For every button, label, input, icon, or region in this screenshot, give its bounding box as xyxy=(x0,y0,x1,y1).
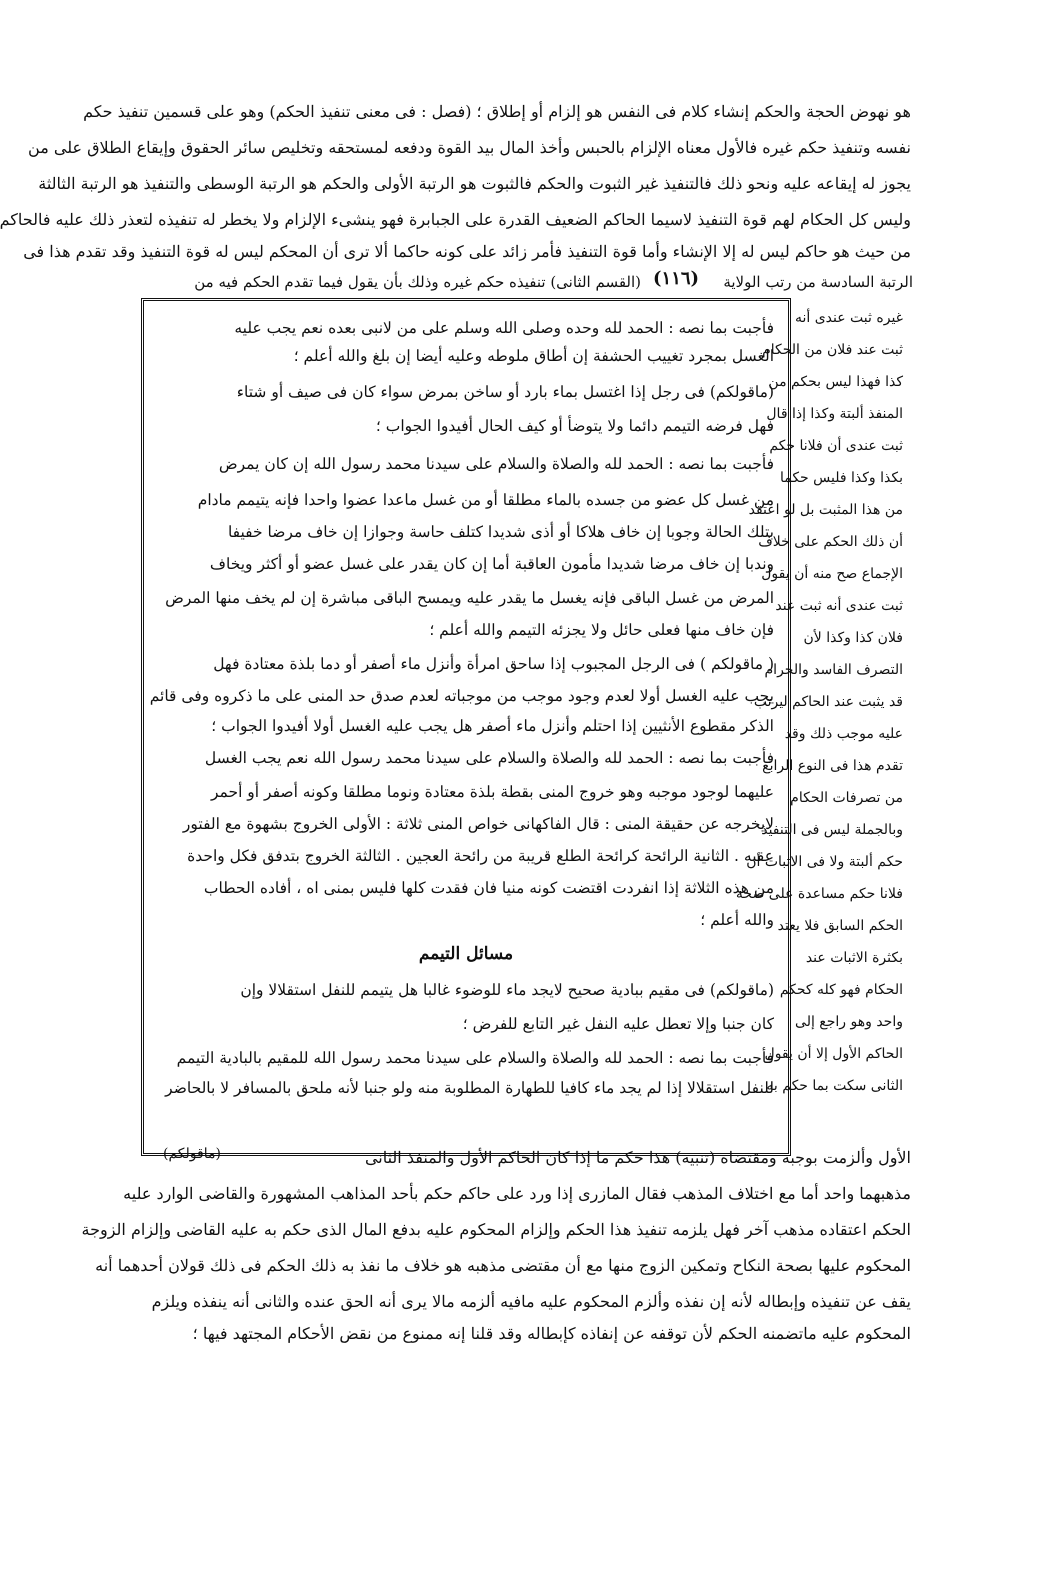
header-left: (القسم الثانى) تنفيذه حكم غيره وذلك بأن يقول فيما تقدم الحكم فيه من xyxy=(194,273,641,291)
text-line: مذهبهما واحد أما مع اختلاف المذهب فقال المازرى إذا ورد على حاكم حكم بأحد المذاهب المشهورة والقاضى الوارد عليه xyxy=(123,1184,911,1203)
side-line: غيره ثبت عندى أنه xyxy=(794,310,903,326)
text-line: وليس كل الحكام لهم قوة التنفيذ لاسيما الحاكم الضعيف القدرة على الجبابرة فهو ينشىء الإلزام ولا يخطر له تنفيذه لتعذر ذلك عليه فالحاكم xyxy=(0,210,911,229)
box-line: الغسل بمجرد تغييب الحشفة إن أطاق ملوطه وعليه أيضا إن بلغ والله أعلم ؛ xyxy=(293,347,774,365)
box-line: وندبا إن خاف مرضا شديدا مأمون العاقبة أما إن كان يقدر على غسل عضو أو أكثر ويخاف xyxy=(209,555,774,573)
box-line: عليهما لوجود موجبه وهو خروج المنى بقطة بلذة معتادة ونوما مطلقا وكونه أصفر أو أحمر xyxy=(210,783,774,801)
text-line: نفسه وتنفيذ حكم غيره فالأول معناه الإلزام بالحبس وأخذ المال بيد القوة ودفعه لمستحقه وتخليص سائر الحقوق وإيقاع الطلاق على من xyxy=(28,138,911,157)
side-line: الحاكم الأول إلا أن يقول xyxy=(764,1046,903,1062)
side-line: الحكم السابق فلا يعتد xyxy=(777,918,903,934)
side-line: واحد وهو راجع إلى xyxy=(795,1014,903,1030)
text-line: هو نهوض الحجة والحكم إنشاء كلام فى النفس هو إلزام أو إطلاق ؛ (فصل : فى معنى تنفيذ الحكم) وهو على قسمين تنفيذ حكم xyxy=(83,102,911,121)
side-line: وبالجملة ليس فى التنفيذ xyxy=(761,822,903,838)
side-line: فلانا حكم مساعدة على صحة xyxy=(735,886,903,902)
box-line: الذكر مقطوع الأنثيين إذا احتلم وأنزل ماء أصفر هل يجب عليه الغسل أولا أفيدوا الجواب ؛ xyxy=(211,717,774,735)
side-line: فلان كذا وكذا لأن xyxy=(803,630,903,646)
text-line: المحكوم عليها بصحة النكاح وتمكين الزوج منها مع أن مقتضى مذهبه هو خلاف ما نفذ به ذلك الحكم فى ذلك قولان أحدهما أنه xyxy=(95,1256,911,1275)
box-line: فأجبت بما نصه : الحمد لله والصلاة والسلام على سيدنا محمد رسول الله للمقيم بالبادية التيمم xyxy=(176,1049,774,1067)
side-line: المنفذ ألبتة وكذا إذا قال xyxy=(766,406,903,422)
box-line: بتلك الحالة وجوبا إن خاف هلاكا أو أذى شديدا كتلف حاسة وجوازا إن خاف مرضا خفيفا xyxy=(227,523,774,541)
side-line: من هذا المثبت بل لو اعتقد xyxy=(748,502,903,518)
side-line: ثبت عندى أنه ثبت عند xyxy=(775,598,903,614)
side-line: الثانى سكت بما حكم به xyxy=(766,1078,903,1094)
box-line: من غسل كل عضو من جسده بالماء مطلقا أو من غسل ماعدا عضوا واحدا فإنه يتيمم مادام xyxy=(197,491,774,509)
box-line: (ماقولكم) فى مقيم ببادية صحيح لايجد ماء للوضوء غالبا هل يتيمم للنفل استقلالا وإن xyxy=(240,981,774,999)
box-line: فهل فرضه التيمم دائما ولا يتوضأ أو كيف الحال أفيدوا الجواب ؛ xyxy=(375,417,774,435)
box-line: عقبه . الثانية الرائحة كرائحة الطلع قريبة من رائحة العجين . الثالثة الخروج بتدفق فكل واحدة xyxy=(187,847,774,865)
box-line: يجب عليه الغسل أولا لعدم وجود موجب من موجباته لعدم صدق حد المنى على ما ذكروه وفى قائم xyxy=(149,687,774,705)
side-line: بكذا وكذا فليس حكما xyxy=(779,470,903,486)
box-line: للنفل استقلالا إذا لم يجد ماء كافيا للطهارة المطلوبة منه ولو جنبا لأنه ملحق بالمسافر لا بالحاضر xyxy=(165,1079,774,1097)
side-line: التصرف الفاسد والحرام xyxy=(764,662,903,678)
side-line: كذا فهذا ليس بحكم من xyxy=(768,374,903,390)
box-line: ( ماقولكم ) فى الرجل المجبوب إذا ساحق امرأة وأنزل ماء أصفر أو دما بلذة معتادة فهل xyxy=(213,655,774,673)
section-heading: مسائل التيمم xyxy=(418,944,514,964)
box-line: المرض من غسل الباقى فإنه يغسل ما يقدر عليه ويمسح الباقى مباشرة إن لم يخف منها المرض xyxy=(165,589,774,607)
side-line: الإجماع صح منه أن يقول xyxy=(761,566,903,582)
box-line: لايخرجه عن حقيقة المنى : قال الفاكهانى خواص المنى ثلاثة : الأولى الخروج بشهوة مع الفتور xyxy=(182,815,774,833)
box-line: فأجبت بما نصه : الحمد لله والصلاة والسلام على سيدنا محمد رسول الله نعم يجب الغسل xyxy=(204,749,774,767)
text-line: يقف عن تنفيذه وإبطاله لأنه إن نفذه وألزم المحكوم عليه مافيه ألزمه مالا يرى أنه الحق عنده والثانى أنه ينفذه ويلزم xyxy=(151,1292,911,1311)
text-line: الأول وألزمت بوجبه ومقتضاه (تنبيه) هذا حكم ما إذا كان الحاكم الأول والمنفذ الثانى xyxy=(364,1148,911,1167)
text-line: المحكوم عليه ماتضمنه الحكم لأن توقفه عن إنفاذه كإبطاله وقد قلنا إنه ممنوع من نقض الأحكام المجتهد فيها ؛ xyxy=(192,1324,911,1343)
text-line: الحكم اعتقاده مذهب آخر فهل يلزمه تنفيذ هذا الحكم وإلزام المحكوم عليه بدفع المال الذى حكم به عليه القاضى وإلزام الزوجة xyxy=(81,1220,911,1239)
box-line: (ماقولكم) فى رجل إذا اغتسل بماء بارد أو ساخن بمرض سواء كان فى صيف أو شتاء xyxy=(236,383,774,401)
side-line: بكثرة الاثبات عند xyxy=(805,950,903,966)
box-line: فأجبت بما نصه : الحمد لله وحده وصلى الله وسلم على من لانبى بعده نعم يجب عليه xyxy=(234,319,774,337)
side-line: ثبت عندى أن فلانا حكم xyxy=(769,438,903,454)
side-line: حكم ألبتة ولا فى الاثبات أن xyxy=(746,854,903,870)
side-line: الحكام فهو كله كحكم xyxy=(779,982,903,998)
side-line: قد يثبت عند الحاكم ليرتب xyxy=(753,694,903,710)
box-line: كان جنبا وإلا تعطل عليه النفل غير التابع للفرض ؛ xyxy=(462,1015,774,1033)
text-line: من حيث هو حاكم ليس له إلا الإنشاء وأما قوة التنفيذ فأمر زائد على كونه حاكما ألا ترى أن المحكم ليس له قوة التنفيذ وقد تقدم هذا فى xyxy=(23,242,911,261)
header-right: الرتبة السادسة من رتب الولاية xyxy=(723,273,913,291)
page-number: (١١٦) xyxy=(653,268,700,289)
commentary-box xyxy=(141,298,791,1156)
box-line: من هذه الثلاثة إذا انفردت اقتضت كونه منيا فان فقدت كلها فليس بمنى اه ، أفاده الحطاب xyxy=(203,879,774,897)
margin-mark: (ماقولكم) xyxy=(163,1146,221,1162)
side-line: من تصرفات الحكام xyxy=(790,790,903,806)
text-line: يجوز له إيقاعه عليه ونحو ذلك فالتنفيذ غير الثبوت والحكم فالثبوت هو الرتبة الأولى والحكم هو الرتبة الوسطى والتنفيذ هو الرتبة الثالثة xyxy=(38,174,911,193)
side-line: تقدم هذا فى النوع الرابع xyxy=(762,758,903,774)
box-line: والله أعلم ؛ xyxy=(700,911,774,929)
box-line: فإن خاف منها فعلى حائل ولا يجزئه التيمم والله أعلم ؛ xyxy=(429,621,774,639)
side-line: ثبت عند فلان من الحكام xyxy=(762,342,903,358)
side-line: أن ذلك الحكم على خلاف xyxy=(758,534,903,550)
side-line: عليه موجب ذلك وقد xyxy=(784,726,903,742)
box-line: فأجبت بما نصه : الحمد لله والصلاة والسلام على سيدنا محمد رسول الله إن كان يمرض xyxy=(218,455,774,473)
